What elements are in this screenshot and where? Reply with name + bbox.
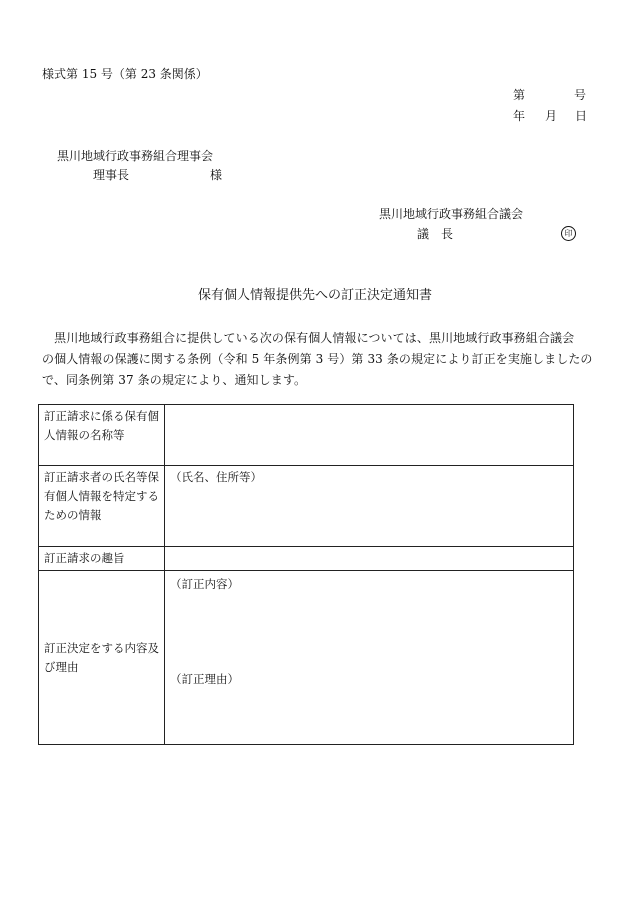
date-year-label: 年: [513, 109, 526, 123]
decision-content-value[interactable]: [165, 571, 574, 745]
row-label-cell: [39, 466, 165, 547]
document-number-label: 第: [513, 88, 526, 102]
row-label-cell: [39, 571, 165, 745]
correction-content-hint: （訂正内容）: [170, 577, 239, 591]
notice-body: [42, 328, 593, 391]
table-row: [39, 547, 574, 571]
seal-icon: 印: [561, 226, 576, 241]
table-row: [39, 466, 574, 547]
info-name-value[interactable]: [165, 405, 574, 466]
body-line: の個人情報の保護に関する条例（令和 5 年条例第 3 号）第 33 条の規定により訂正を実施しましたの: [42, 352, 593, 366]
document-title: 保有個人情報提供先への訂正決定通知書: [197, 288, 432, 303]
date-month-label: 月: [545, 109, 558, 123]
row-label-cell: [39, 547, 165, 571]
form-number: 様式第 15 号（第 23 条関係）: [42, 67, 208, 81]
table-row: [39, 571, 574, 745]
addressee-honorific: 様: [210, 168, 223, 182]
info-name-label: 訂正請求に係る保有個人情報の名称等: [44, 409, 159, 442]
correction-reason-hint: （訂正理由）: [170, 672, 239, 686]
requester-info-label: 訂正請求者の氏名等保有個人情報を特定するための情報: [44, 470, 159, 522]
row-label-cell: [39, 405, 165, 466]
request-purpose-label: 訂正請求の趣旨: [44, 551, 125, 565]
body-line: 黒川地域行政事務組合に提供している次の保有個人情報については、黒川地域行政事務組合議会: [42, 331, 575, 345]
addressee-title: 理事長: [93, 168, 130, 182]
table-row: [39, 405, 574, 466]
requester-info-hint: （氏名、住所等）: [170, 470, 262, 484]
document-number-suffix: 号: [574, 88, 587, 102]
date-day-label: 日: [575, 109, 588, 123]
sender-organization: 黒川地域行政事務組合議会: [379, 207, 524, 221]
request-purpose-value[interactable]: [165, 547, 574, 571]
decision-content-label: 訂正決定をする内容及び理由: [44, 641, 159, 674]
addressee-organization: 黒川地域行政事務組合理事会: [57, 149, 214, 163]
body-line: で、同条例第 37 条の規定により、通知します。: [42, 373, 307, 387]
correction-details-table: [38, 404, 574, 745]
requester-info-value[interactable]: [165, 466, 574, 547]
sender-title: 議 長: [417, 227, 454, 241]
